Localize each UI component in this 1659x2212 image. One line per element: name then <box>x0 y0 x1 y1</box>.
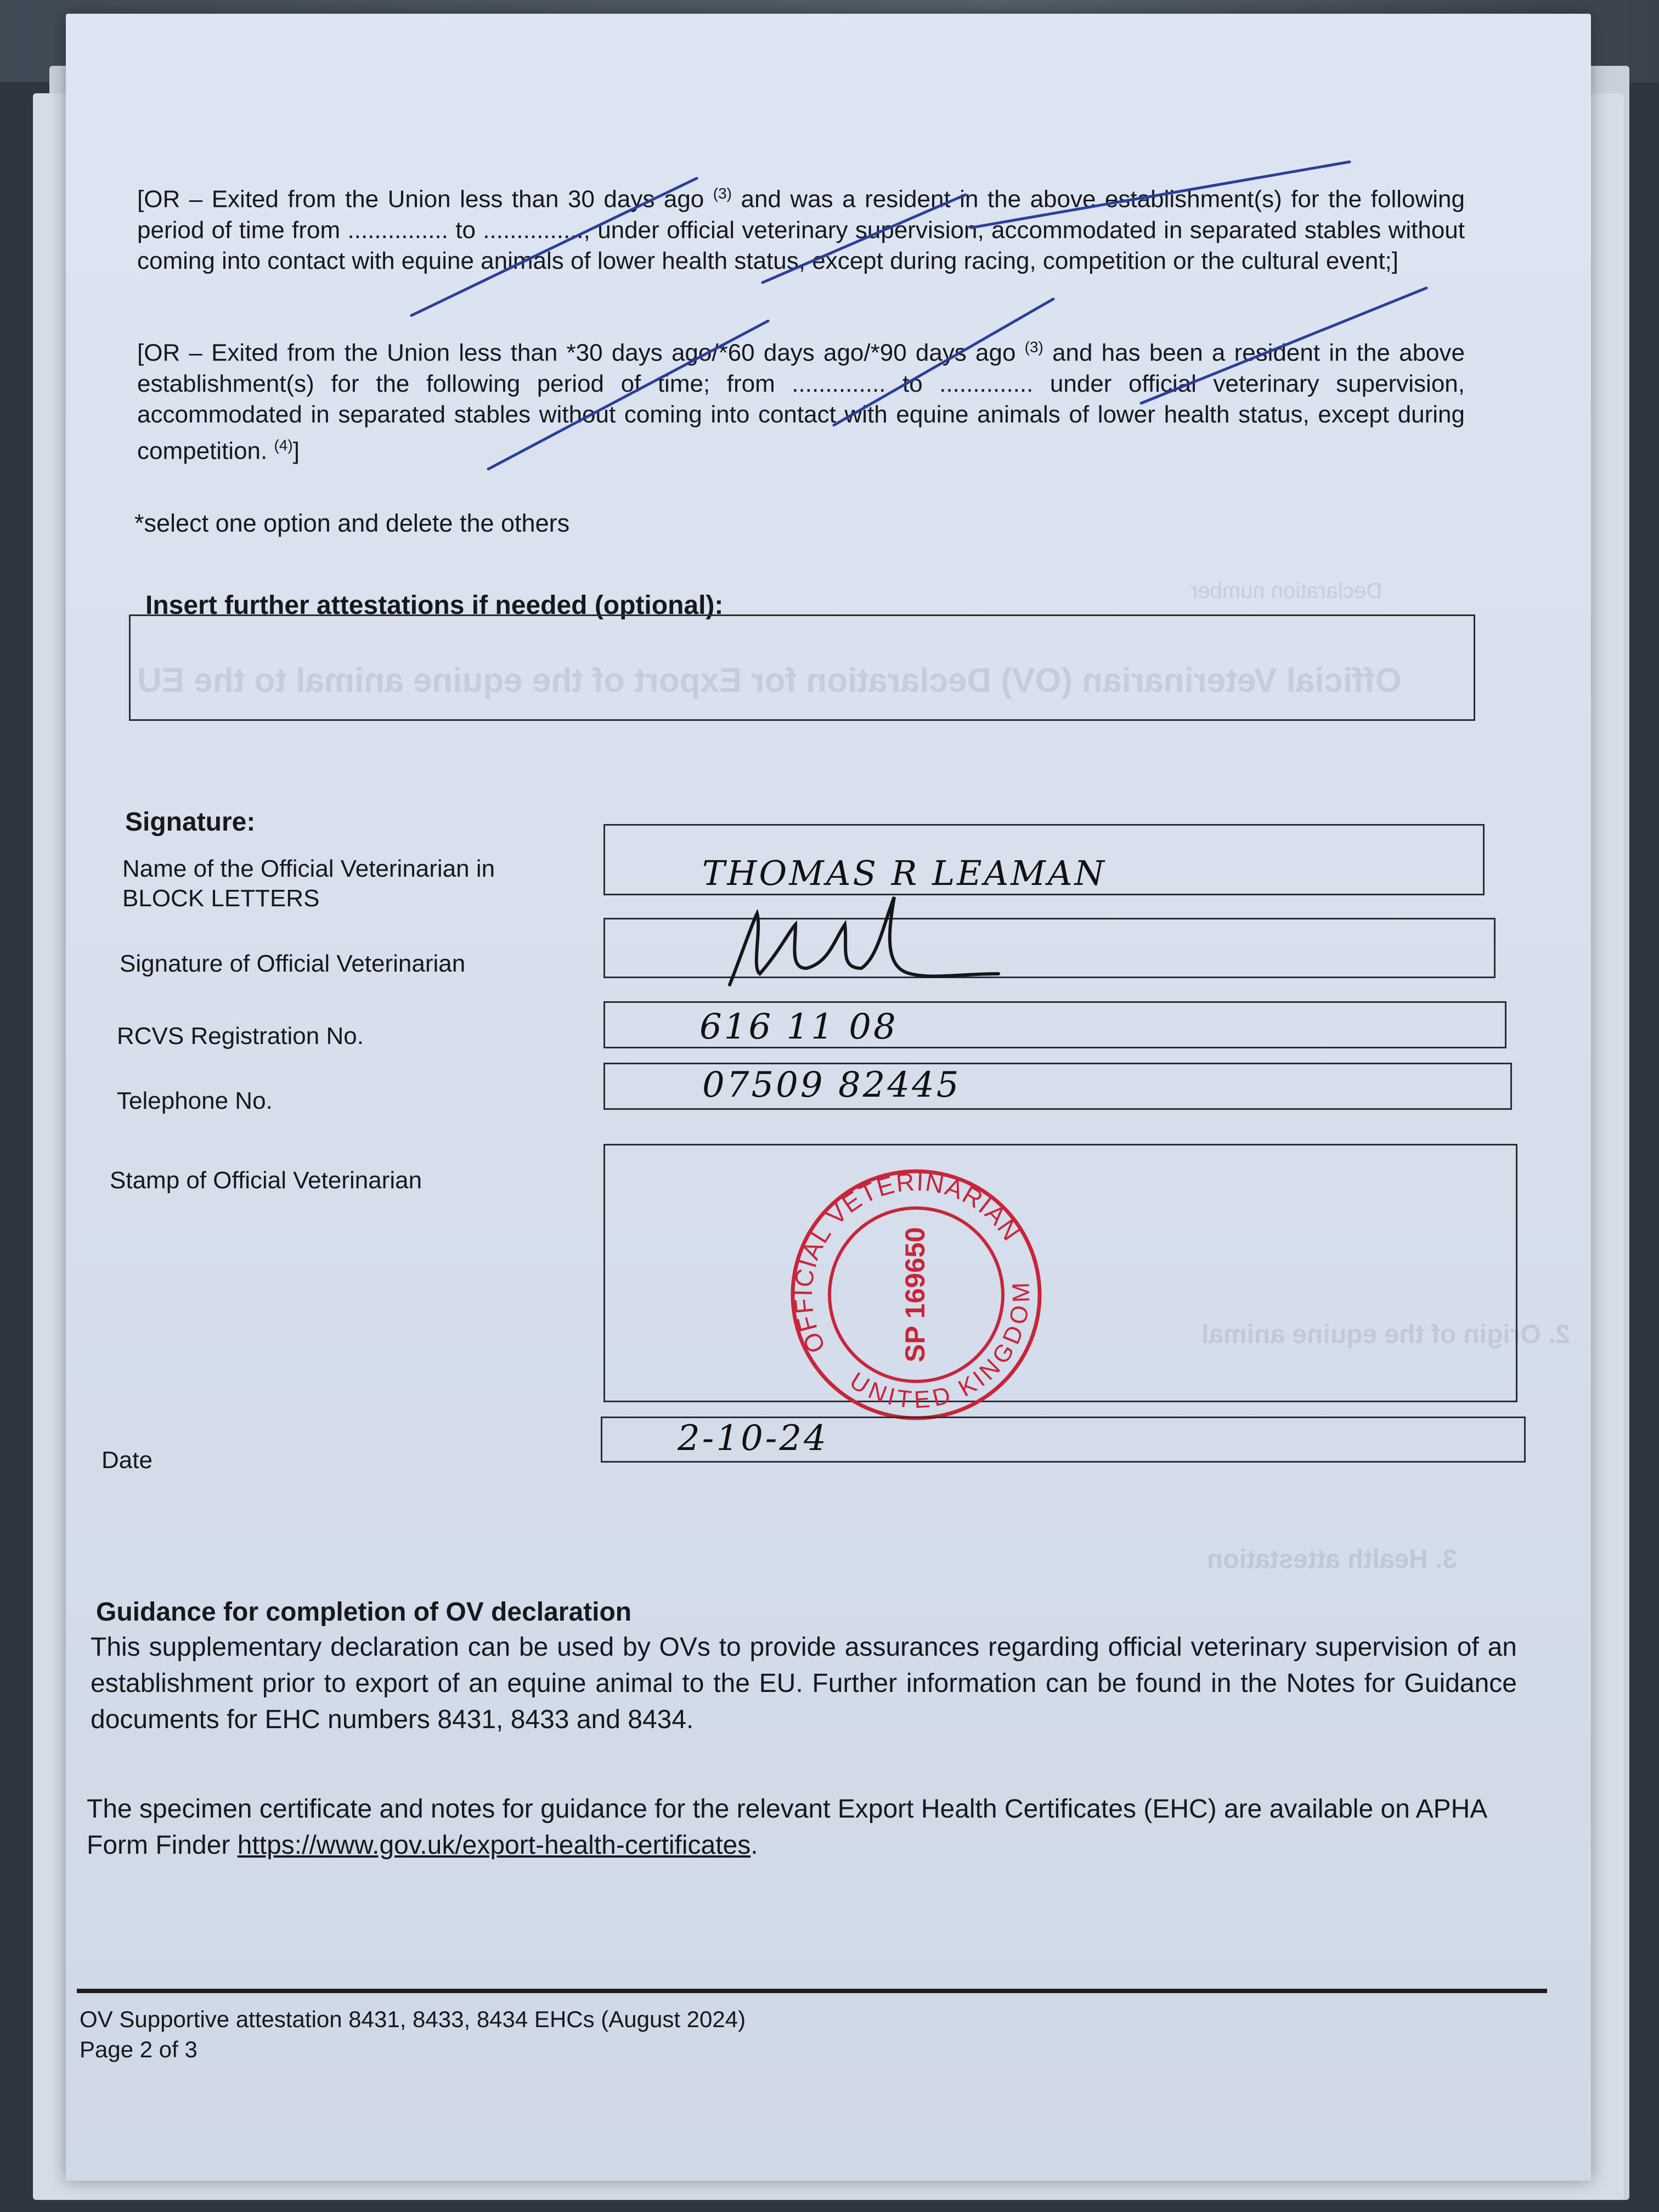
telephone-handwritten: 07509 82445 <box>702 1065 961 1105</box>
attestation-paragraph-2: [OR – Exited from the Union less than *30 days ago/*60 days ago/*90 days ago $^{(3)}$ and has been a resident in the above establishment(s) for the following period of time; from .............. to .............. under official veterinary supervision, accommodated in separated stables without coming into contact with equine animals of lower health status, except during competition. $^{(4)}$] <box>137 338 1465 465</box>
handwritten-signature <box>719 891 1004 990</box>
guidance-paragraph-1: This supplementary declaration can be used by OVs to provide assurances regarding official veterinary supervision of an establishment prior to export of an equine animal to the EU. Further information can be found in the Notes for Guidance documents for EHC numbers 8431, 8433 and 8434. <box>91 1633 1517 1734</box>
guidance-paragraph-2: The specimen certificate and notes for guidance for the relevant Export Health Certificates (EHC) are available on APHA Form Finder https://www.gov.uk/export-health-certificates. <box>87 1795 1486 1860</box>
bleed-through-text: Official Veterinarian (OV) Declaration for Export of the equine animal to the EU <box>137 662 1402 699</box>
footer-page-number: Page 2 of 3 <box>80 2036 198 2062</box>
signature-label: Signature of Official Veterinarian <box>120 950 466 977</box>
stamp-label: Stamp of Official Veterinarian <box>110 1167 422 1194</box>
stamp-center-text: SP 169650 <box>900 1227 930 1363</box>
bleed-through-text: Declaration number <box>1190 579 1383 603</box>
official-veterinarian-stamp <box>779 1158 1053 1432</box>
further-attestations-box[interactable] <box>129 614 1475 721</box>
rcvs-label: RCVS Registration No. <box>117 1023 364 1049</box>
stamp-field[interactable] <box>603 1144 1517 1402</box>
rcvs-handwritten: 616 11 08 <box>699 1007 898 1047</box>
name-label: Name of the Official Veterinarian in BLOCK LETTERS <box>122 855 495 912</box>
signature-heading: Signature: <box>125 808 256 837</box>
attestation-paragraph-1: [OR – Exited from the Union less than 30 days ago $^{(3)}$ and was a resident in the above establishment(s) for the following period of time from ............... to ..............., under official veterinary supervision, accommodated in separated stables without coming into contact with equine animals of lower health status, except during racing, competition or the cultural event;] <box>137 185 1465 274</box>
document-page <box>66 14 1591 2181</box>
select-option-note: *select one option and delete the others <box>134 509 570 537</box>
telephone-label: Telephone No. <box>117 1087 273 1114</box>
bleed-through-text: 2. Origin of the equine animal <box>1201 1320 1571 1349</box>
stamp-bottom-text: UNITED KINGDOM <box>845 1280 1035 1414</box>
footer-document-title: OV Supportive attestation 8431, 8433, 8434 EHCs (August 2024) <box>80 2006 746 2032</box>
pen-strikethrough-marks <box>66 14 1591 562</box>
export-health-certificates-link[interactable]: https://www.gov.uk/export-health-certificates <box>237 1831 751 1860</box>
date-label: Date <box>101 1447 153 1474</box>
bleed-through-text: 3. Health attestation <box>1207 1545 1458 1574</box>
stamp-top-text: OFFICIAL VETERINARIAN <box>788 1167 1026 1358</box>
guidance-heading: Guidance for completion of OV declaration <box>96 1598 632 1627</box>
footer-rule <box>77 1989 1547 1993</box>
name-handwritten: THOMAS R LEAMAN <box>702 853 1107 893</box>
further-attestations-heading: Insert further attestations if needed (optional): <box>145 591 724 620</box>
date-handwritten: 2-10-24 <box>678 1418 828 1459</box>
